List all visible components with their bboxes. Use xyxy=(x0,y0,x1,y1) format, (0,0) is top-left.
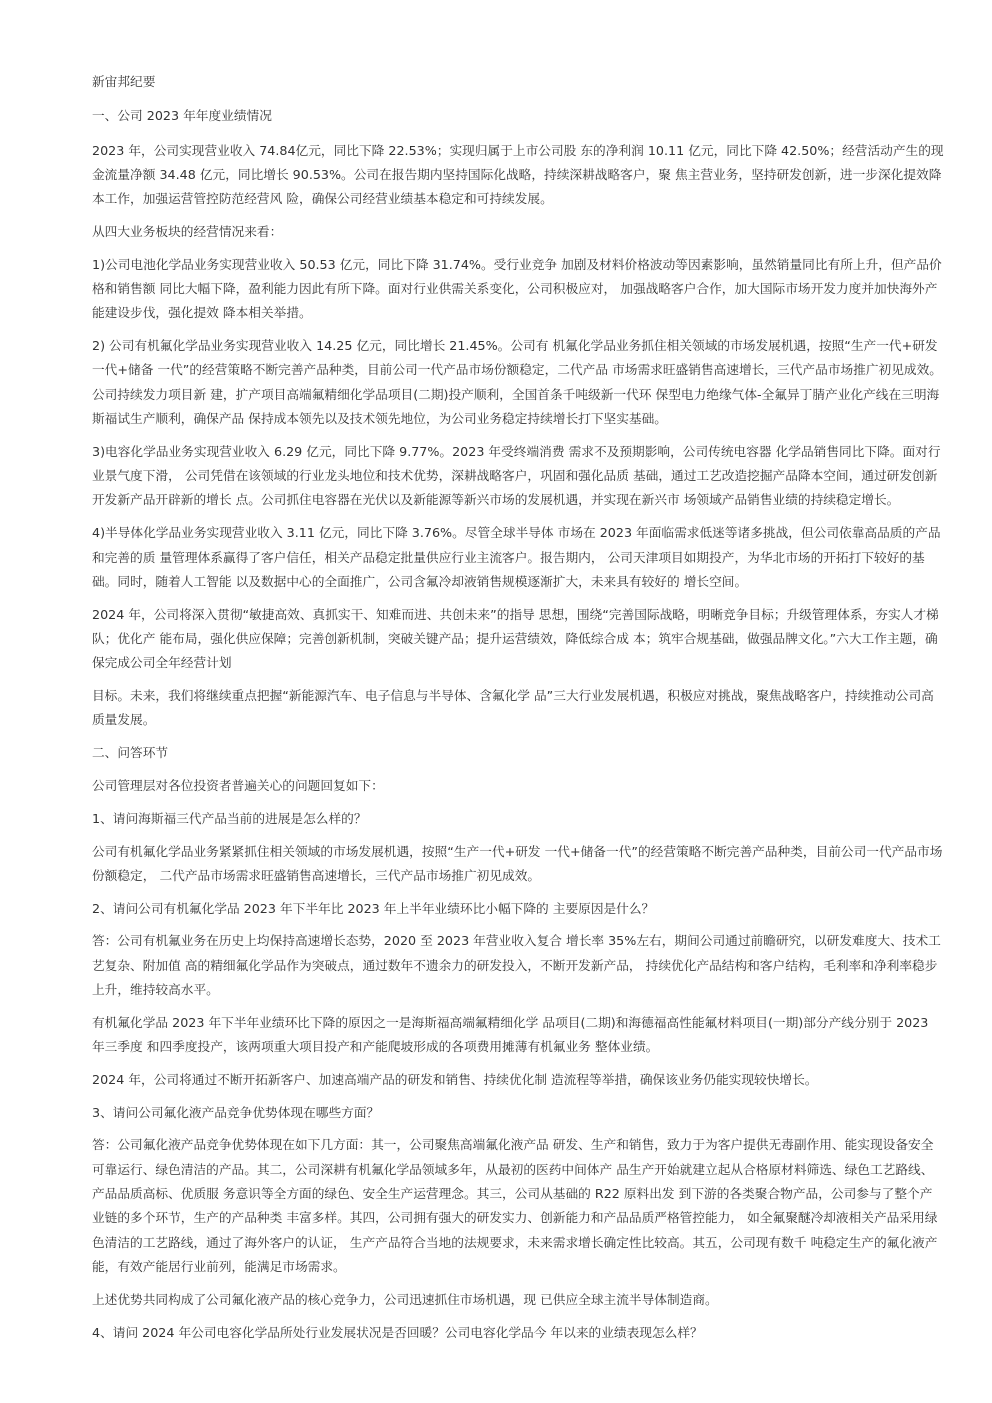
answer-3-part-1: 答：公司氟化液产品竞争优势体现在如下几方面：其一，公司聚焦高端氟化液产品 研发、生产和销售，致力于为客户提供无毒副作用、能实现设备安全可靠运行、绿色清洁的产品。其二，公司深耕有机氟化学品领域多年，从最初的医药中间体产 品生产开始就建立起从合格原材料筛选、绿色工艺路线、产品品质高标、优质服 务意识等全方面的绿色、安全生产运营理念。其三，公司从基础的 R22 原料出发 到下游的各类聚合物产品，公司参与了整个产业链的多个环节，生产的产品种类 丰富多样。其四，公司拥有强大的研发实力、创新能力和产品品质严格管控能力， 如全氟聚醚冷却液相关产品采用绿色清洁的工艺路线，通过了海外客户的认证， 生产产品符合当地的法规要求，未来需求增长确定性比较高。其五，公司现有数千 吨稳定生产的氟化液产能，有效产能居行业前列，能满足市场需求。 xyxy=(92,1137,938,1274)
answer-2-part-3: 2024 年，公司将通过不断开拓新客户、加速高端产品的研发和销售、持续优化制 造流程等举措，确保该业务仍能实现较快增长。 xyxy=(92,1071,818,1087)
question-4: 4、请问 2024 年公司电容化学品所处行业发展状况是否回暖？公司电容化学品今 年以来的业绩表现怎么样？ xyxy=(92,1324,703,1340)
document-title: 新宙邦纪要 xyxy=(92,74,156,89)
paragraph-semiconductor-chemicals: 4)半导体化学品业务实现营业收入 3.11 亿元，同比下降 3.76%。尽管全球半导体 市场在 2023 年面临需求低迷等诸多挑战，但公司依靠高品质的产品和完善的质 量管理体系赢得了客户信任，相关产品稳定批量供应行业主流客户。报告期内， 公司天津项目如期投产，为华北市场的开拓打下较好的基础。同时，随着人工智能 以及数据中心的全面推广，公司含氟冷却液销售规模逐渐扩大，未来具有较好的 增长空间。 xyxy=(92,525,941,589)
section-heading-qa: 二、问答环节 xyxy=(92,745,169,761)
question-1: 1、请问海斯福三代产品当前的进展是怎么样的？ xyxy=(92,810,367,826)
paragraph-overall-results: 2023 年，公司实现营业收入 74.84亿元，同比下降 22.53%；实现归属于上市公司股 东的净利润 10.11 亿元，同比下降 42.50%；经营活动产生的现金流量净额 34.48 亿元，同比增长 90.53%。公司在报告期内坚持国际化战略，持续深耕战略客户，聚 焦主营业务，坚持研发创新，进一步深化提效降本工作，加强运营管控防范经营风 险，确保公司经营业绩基本稳定和可持续发展。 xyxy=(92,142,944,207)
document-page xyxy=(92,70,944,1353)
paragraph-qa-intro: 公司管理层对各位投资者普遍关心的问题回复如下： xyxy=(92,777,384,793)
question-3: 3、请问公司氟化液产品竞争优势体现在哪些方面？ xyxy=(92,1104,380,1120)
answer-2-part-2: 有机氟化学品 2023 年下半年业绩环比下降的原因之一是海斯福高端氟精细化学 品项目(二期)和海德福高性能氟材料项目(一期)部分产线分别于 2023 年三季度 和四季度投产，该两项重大项目投产和产能爬坡形成的各项费用摊薄有机氟业务 整体业绩。 xyxy=(92,1014,929,1055)
question-2: 2、请问公司有机氟化学品 2023 年下半年比 2023 年上半年业绩环比小幅下降的 主要原因是什么？ xyxy=(92,900,655,916)
paragraph-battery-chemicals: 1)公司电池化学品业务实现营业收入 50.53 亿元，同比下降 31.74%。受行业竞争 加剧及材料价格波动等因素影响，虽然销量同比有所上升，但产品价格和销售额 同比大幅下降，盈利能力因此有所下降。面对行业供需关系变化，公司积极应对， 加强战略客户合作，加大国际市场开发力度并加快海外产能建设步伐，强化提效 降本相关举措。 xyxy=(92,256,942,321)
paragraph-2024-plan: 2024 年，公司将深入贯彻“敏捷高效、真抓实干、知难而进、共创未来”的指导 思想，围绕“完善国际战略，明晰竞争目标；升级管理体系，夯实人才梯队；优化产 能布局，强化供应保障；完善创新机制，突破关键产品；提升运营绩效，降低综合成 本；筑牢合规基础，做强品牌文化。”六大工作主题，确保完成公司全年经营计划 xyxy=(92,606,939,671)
section-heading-annual-performance: 一、公司 2023 年年度业绩情况 xyxy=(92,108,272,124)
paragraph-organofluorine-chemicals: 2) 公司有机氟化学品业务实现营业收入 14.25 亿元，同比增长 21.45%。公司有 机氟化学品业务抓住相关领域的市场发展机遇，按照“生产一代+研发一代+储备 一代”的经营策略不断完善产品种类，目前公司一代产品市场份额稳定，二代产品 市场需求旺盛销售高速增长，三代产品市场推广初见成效。公司持续发力项目新 建，扩产项目高端氟精细化学品项目(二期)投产顺利，全国首条千吨级新一代环 保型电力绝缘气体-全氟异丁腈产业化产线在三明海斯福试生产顺利，确保产品 保持成本领先以及技术领先地位，为公司业务稳定持续增长打下坚实基础。 xyxy=(92,338,942,427)
paragraph-future-goals: 目标。未来，我们将继续重点把握“新能源汽车、电子信息与半导体、含氟化学 品”三大行业发展机遇，积极应对挑战，聚焦战略客户，持续推动公司高质量发展。 xyxy=(92,688,934,728)
answer-2-part-1: 答：公司有机氟业务在历史上均保持高速增长态势，2020 至 2023 年营业收入复合 增长率 35%左右，期间公司通过前瞻研究，以研发难度大、技术工艺复杂、附加值 高的精细氟化学品作为突破点，通过数年不遗余力的研发投入，不断开发新产品， 持续优化产品结构和客户结构，毛利率和净利率稳步上升，维持较高水平。 xyxy=(92,933,941,997)
paragraph-capacitor-chemicals: 3)电容化学品业务实现营业收入 6.29 亿元，同比下降 9.77%。2023 年受终端消费 需求不及预期影响，公司传统电容器 化学品销售同比下降。面对行业景气度下滑， 公司凭借在该领域的行业龙头地位和技术优势，深耕战略客户，巩固和强化品质 基础，通过工艺改造挖掘产品降本空间，通过研发创新开发新产品开辟新的增长 点。公司抓住电容器在光伏以及新能源等新兴市场的发展机遇，并实现在新兴市 场领域产品销售业绩的持续稳定增长。 xyxy=(92,443,941,508)
paragraph-segments-intro: 从四大业务板块的经营情况来看： xyxy=(92,223,283,239)
answer-1: 公司有机氟化学品业务紧紧抓住相关领域的市场发展机遇，按照“生产一代+研发 一代+储备一代”的经营策略不断完善产品种类，目前公司一代产品市场份额稳定， 二代产品市场需求旺盛销售高速增长，三代产品市场推广初见成效。 xyxy=(92,843,943,883)
answer-3-part-2: 上述优势共同构成了公司氟化液产品的核心竞争力，公司迅速抓住市场机遇，现 已供应全球主流半导体制造商。 xyxy=(92,1291,718,1307)
